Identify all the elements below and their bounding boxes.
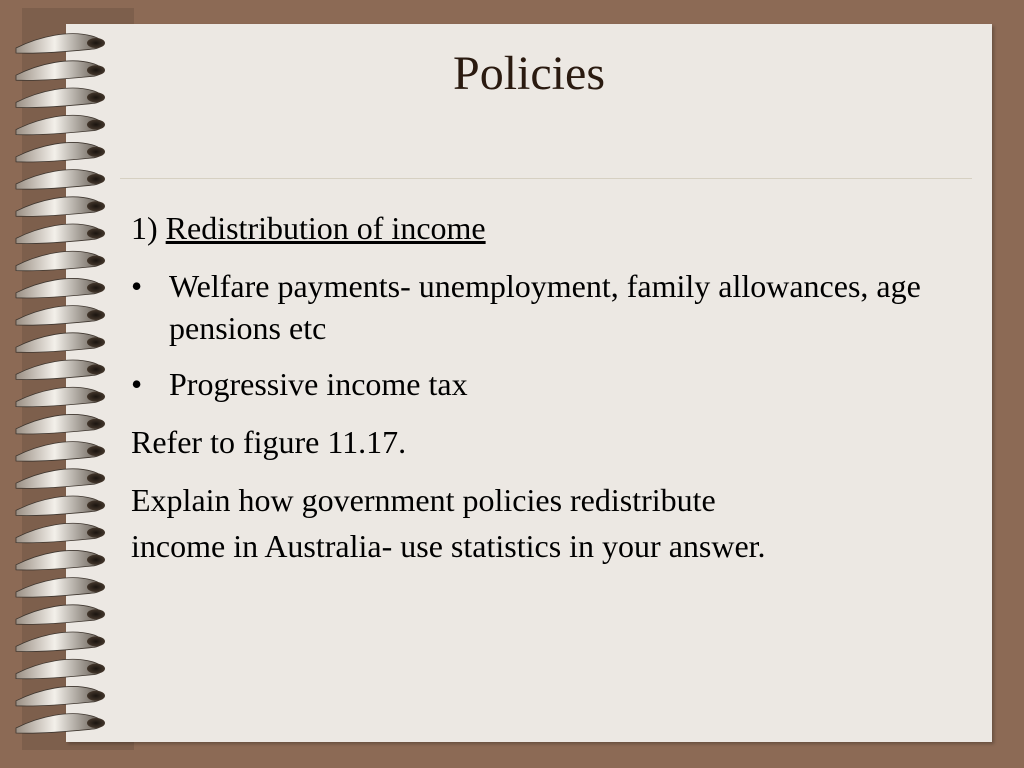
spiral-hole xyxy=(87,310,105,320)
bullet-item xyxy=(131,361,951,407)
spiral-hole xyxy=(87,256,105,266)
spiral-hole xyxy=(87,446,105,456)
slide-content xyxy=(131,205,951,569)
section-heading xyxy=(131,205,951,251)
bullet-icon: • xyxy=(131,268,143,304)
spiral-hole xyxy=(87,120,105,130)
spiral-hole xyxy=(87,609,105,619)
section-number: 1) xyxy=(131,210,158,246)
spiral-hole xyxy=(87,528,105,538)
spiral-hole xyxy=(87,283,105,293)
spiral-hole xyxy=(87,664,105,674)
spiral-hole xyxy=(87,718,105,728)
spiral-hole xyxy=(87,555,105,565)
spiral-hole xyxy=(87,582,105,592)
bullet-text: Welfare payments- unemployment, family allowances, age pensions etc xyxy=(169,268,921,346)
spiral-hole xyxy=(87,337,105,347)
bullet-text: Progressive income tax xyxy=(169,366,468,402)
spiral-hole xyxy=(87,473,105,483)
spiral-binding-icon xyxy=(10,20,120,750)
spiral-hole xyxy=(87,636,105,646)
bullet-icon: • xyxy=(131,366,143,402)
instruction-line: income in Australia- use statistics in your answer. xyxy=(131,528,766,564)
spiral-hole xyxy=(87,364,105,374)
spiral-hole xyxy=(87,201,105,211)
bullet-item xyxy=(131,263,951,349)
spiral-hole xyxy=(87,228,105,238)
spiral-hole xyxy=(87,392,105,402)
spiral-hole xyxy=(87,691,105,701)
spiral-hole xyxy=(87,147,105,157)
slide-title: Policies xyxy=(453,47,605,100)
figure-reference: Refer to figure 11.17. xyxy=(131,424,407,460)
spiral-hole xyxy=(87,500,105,510)
title-divider xyxy=(120,178,972,179)
section-title: Redistribution of income xyxy=(165,210,486,246)
spiral-hole xyxy=(87,174,105,184)
spiral-hole xyxy=(87,419,105,429)
instruction-line: Explain how government policies redistribute xyxy=(131,482,716,518)
